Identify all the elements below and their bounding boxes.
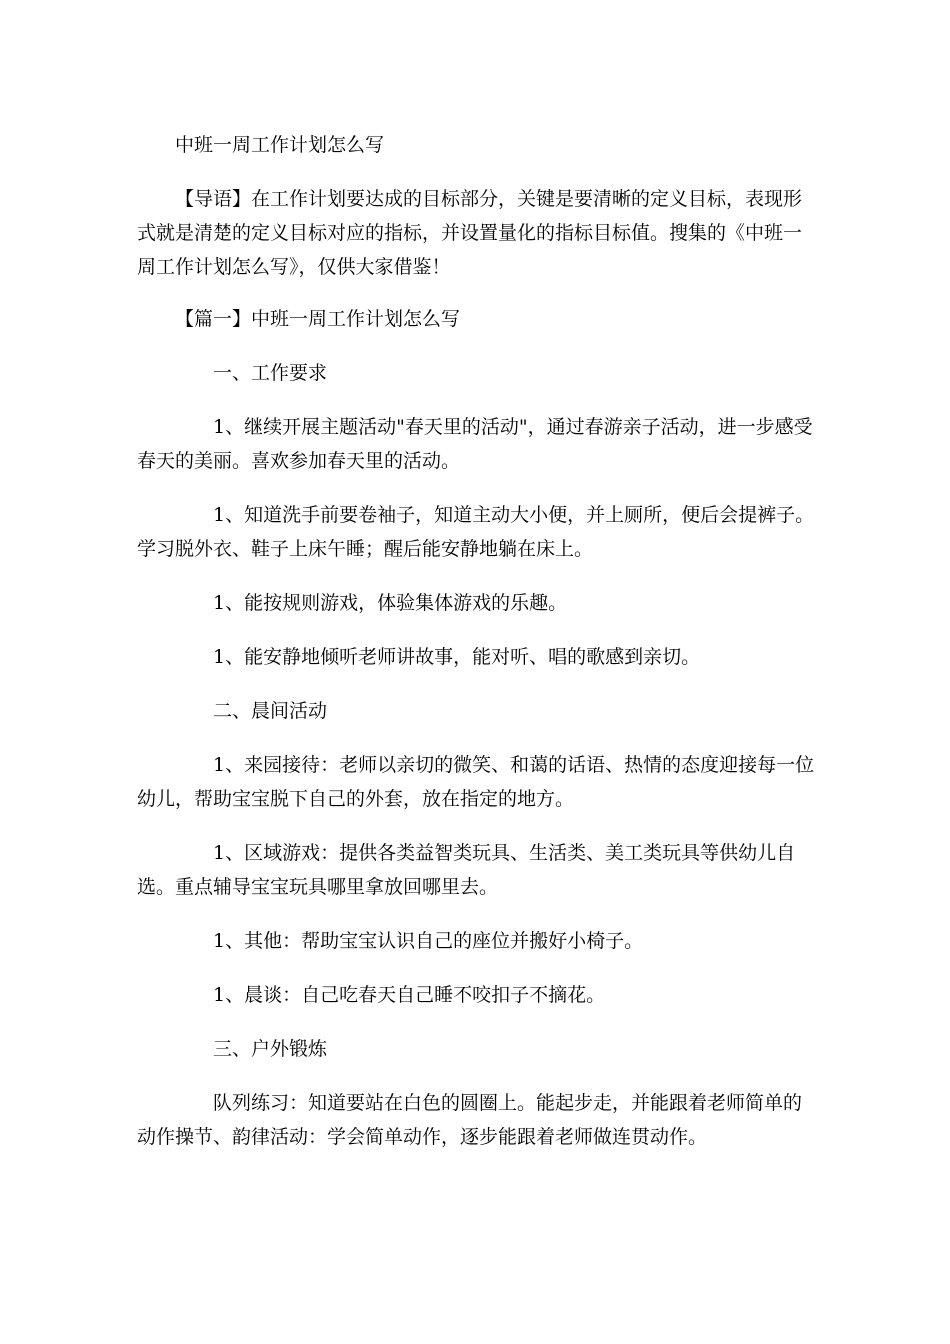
intro-paragraph: 【导语】在工作计划要达成的目标部分，关键是要清晰的定义目标，表现形式就是清楚的定义目标对应的指标，并设置量化的指标目标值。搜集的《中班一周工作计划怎么写》，仅供大家借鉴！ <box>137 188 803 278</box>
part2-item: 1、晨谈：自己吃春天自己睡不咬扣子不摘花。 <box>213 984 606 1006</box>
part2-heading: 二、晨间活动 <box>213 700 328 722</box>
document-body <box>137 128 817 1174</box>
part1-item: 1、知道洗手前要卷袖子，知道主动大小便，并上厕所，便后会提裤子。学习脱外衣、鞋子上床午睡；醒后能安静地躺在床上。 <box>137 504 815 560</box>
part3-heading: 三、户外锻炼 <box>213 1038 328 1060</box>
document-title: 中班一周工作计划怎么写 <box>175 134 385 156</box>
part1-item: 1、能安静地倾听老师讲故事，能对听、唱的歌感到亲切。 <box>213 646 701 668</box>
part2-item: 1、来园接待：老师以亲切的微笑、和蔼的话语、热情的态度迎接每一位幼儿，帮助宝宝脱下自己的外套，放在指定的地方。 <box>137 754 815 810</box>
part1-heading: 一、工作要求 <box>213 362 328 384</box>
section-title: 【篇一】中班一周工作计划怎么写 <box>175 308 461 330</box>
part3-item: 队列练习：知道要站在白色的圆圈上。能起步走，并能跟着老师简单的动作操节、韵律活动：学会简单动作，逐步能跟着老师做连贯动作。 <box>137 1092 803 1148</box>
part1-item: 1、能按规则游戏，体验集体游戏的乐趣。 <box>213 592 568 614</box>
part1-item: 1、继续开展主题活动"春天里的活动"，通过春游亲子活动，进一步感受春天的美丽。喜欢参加春天里的活动。 <box>137 416 813 472</box>
part2-item: 1、其他：帮助宝宝认识自己的座位并搬好小椅子。 <box>213 930 644 952</box>
part2-item: 1、区域游戏：提供各类益智类玩具、生活类、美工类玩具等供幼儿自选。重点辅导宝宝玩具哪里拿放回哪里去。 <box>137 842 796 898</box>
